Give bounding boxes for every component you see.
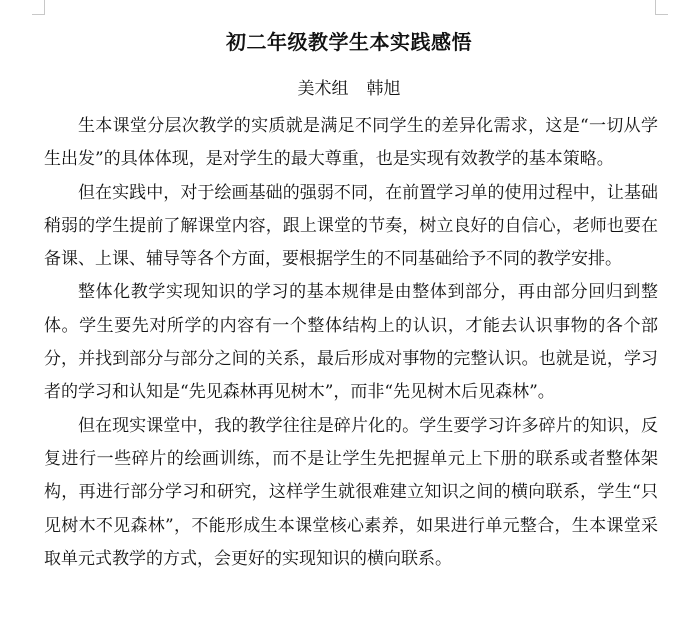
paragraph-4: 但在现实课堂中，我的教学往往是碎片化的。学生要学习许多碎片的知识，反复进行一些碎片的绘画训练，而不是让学生先把握单元上下册的联系或者整体架构，再进行部分学习和研究，这样学生就很难建立知识之间的横向联系，学生“只见树木不见森林”，不能形成生本课堂核心素养，如果进行单元整合，生本课堂采取单元式教学的方式，会更好的实现知识的横向联系。 [44, 415, 658, 569]
paragraph-3: 整体化教学实现知识的学习的基本规律是由整体到部分，再由部分回归到整体。学生要先对所学的内容有一个整体结构上的认识，才能去认识事物的各个部分，并找到部分与部分之间的关系，最后形成对事物的完整认识。也就是说，学习者的学习和认知是“先见森林再见树木”，而非“先见树木后见森林”。 [44, 282, 658, 403]
paragraph-2: 但在实践中，对于绘画基础的强弱不同，在前置学习单的使用过程中，让基础稍弱的学生提前了解课堂内容，跟上课堂的节奏，树立良好的自信心，老师也要在备课、上课、辅导等各个方面，要根据学生的不同基础给予不同的教学安排。 [44, 182, 658, 270]
document-title: 初二年级教学生本实践感悟 [226, 30, 472, 54]
page-corner-mark-top-right [655, 0, 668, 15]
author-name: 韩旭 [366, 79, 401, 99]
page-corner-mark-top-left [32, 0, 45, 15]
paragraph-1: 生本课堂分层次教学的实质就是满足不同学生的差异化需求，这是“一切从学生出发”的具体体现，是对学生的最大尊重，也是实现有效教学的基本策略。 [44, 116, 658, 170]
author-group: 美术组 [297, 79, 349, 99]
document-body [44, 110, 658, 576]
document-author-line [0, 74, 698, 99]
